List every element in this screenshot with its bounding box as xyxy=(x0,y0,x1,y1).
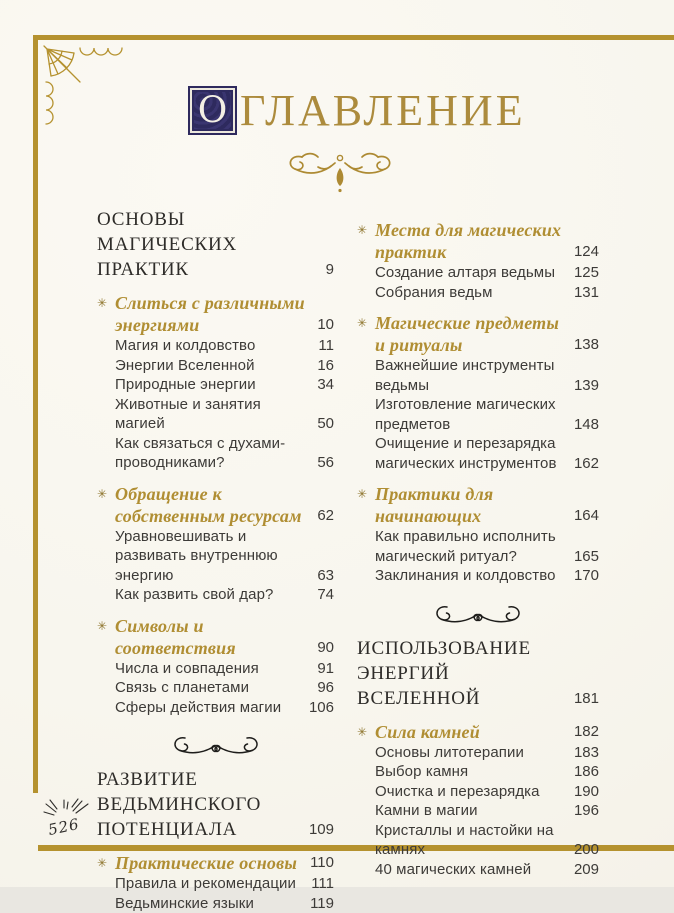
subsection-title: Слиться с различными энергиями xyxy=(115,292,309,336)
folio-block xyxy=(38,798,98,844)
part-heading: ОСНОВЫ МАГИЧЕСКИХ ПРАКТИК xyxy=(97,207,318,282)
entry-title: Как правильно исполнить магический ритуал? xyxy=(375,527,566,566)
page-number: 119 xyxy=(310,894,334,913)
toc-entry xyxy=(97,678,334,698)
page-number: 125 xyxy=(574,263,599,283)
subsection-entries xyxy=(97,527,334,605)
entry-title: Как связаться с духами-проводниками? xyxy=(115,434,309,473)
page-number: 162 xyxy=(574,454,599,474)
entry-title: Камни в магии xyxy=(375,801,566,821)
subsection-entries xyxy=(97,336,334,473)
page-number: 183 xyxy=(574,743,599,763)
page-number: 56 xyxy=(317,453,334,473)
page-number: 181 xyxy=(574,687,599,711)
subsection-heading-row xyxy=(357,483,599,527)
toc-subsection xyxy=(97,852,334,913)
page-number: 200 xyxy=(574,840,599,860)
page-number: 10 xyxy=(317,314,334,336)
toc-entry xyxy=(357,434,599,473)
toc-subsection xyxy=(97,292,334,473)
page-number: 131 xyxy=(574,283,599,303)
page-number: 138 xyxy=(574,334,599,356)
toc-column-left xyxy=(97,207,334,913)
page-number: 62 xyxy=(317,505,334,527)
toc-entry xyxy=(357,801,599,821)
page-number-handwritten: 526 xyxy=(46,815,81,839)
ornate-initial-icon: О xyxy=(188,86,237,135)
toc-entry xyxy=(357,283,599,303)
toc-entry xyxy=(97,527,334,586)
toc-entry xyxy=(357,743,599,763)
gold-flourish-icon xyxy=(285,146,395,199)
frame-top-border xyxy=(33,35,674,40)
subsection-heading-row xyxy=(97,292,334,336)
entry-title: Кристаллы и настойки на камнях xyxy=(375,821,566,860)
page-number: 16 xyxy=(317,356,334,376)
page-number: 111 xyxy=(311,874,334,894)
entry-title: Животные и занятия магией xyxy=(115,395,309,434)
entry-title: Выбор камня xyxy=(375,762,566,782)
page-number: 209 xyxy=(574,860,599,880)
subsection-entries xyxy=(97,874,334,913)
subsection-heading-row xyxy=(97,483,334,527)
page-number: 190 xyxy=(574,782,599,802)
entry-title: Очистка и перезарядка xyxy=(375,782,566,802)
chapter-title-row xyxy=(188,86,526,135)
star-bullet-icon: ✳ xyxy=(97,615,115,637)
page-number: 11 xyxy=(318,336,334,356)
subsection-title: Места для магических практик xyxy=(375,219,566,263)
toc-entry xyxy=(97,375,334,395)
toc-column-right xyxy=(357,209,599,879)
entry-title: Как развить свой дар? xyxy=(115,585,309,605)
page-number: 186 xyxy=(574,762,599,782)
part-heading-row xyxy=(97,207,334,282)
star-bullet-icon: ✳ xyxy=(357,721,375,743)
entry-title: Ведьминские языки xyxy=(115,894,302,913)
subsection-title: Практические основы xyxy=(115,852,302,874)
star-bullet-icon: ✳ xyxy=(357,312,375,334)
page-number: 91 xyxy=(317,659,334,679)
star-bullet-icon: ✳ xyxy=(357,219,375,241)
subsection-heading-row xyxy=(97,615,334,659)
entry-title: Природные энергии xyxy=(115,375,309,395)
subsection-entries xyxy=(357,356,599,473)
entry-title: Изготовление магических предметов xyxy=(375,395,566,434)
entry-title: Связь с планетами xyxy=(115,678,309,698)
star-bullet-icon: ✳ xyxy=(97,483,115,505)
page-number: 110 xyxy=(310,852,334,874)
corner-fan-ornament-icon xyxy=(40,42,132,139)
toc-entry xyxy=(357,566,599,586)
subsection-title: Сила камней xyxy=(375,721,566,743)
entry-title: Создание алтаря ведьмы xyxy=(375,263,566,283)
part-heading-row xyxy=(97,767,334,842)
subsection-entries xyxy=(357,743,599,880)
subsection-entries xyxy=(357,527,599,586)
page-number: 196 xyxy=(574,801,599,821)
toc-subsection xyxy=(357,483,599,586)
subsection-title: Обращение к собственным ресурсам xyxy=(115,483,309,527)
subsection-title: Магические предметы и ритуалы xyxy=(375,312,566,356)
toc-entry xyxy=(357,821,599,860)
toc-entry xyxy=(97,395,334,434)
page-number: 96 xyxy=(317,678,334,698)
entry-title: Важнейшие инструменты ведьмы xyxy=(375,356,566,395)
subsection-heading-row xyxy=(357,312,599,356)
toc-entry xyxy=(357,356,599,395)
flourish-divider-icon xyxy=(357,600,599,628)
toc-entry xyxy=(97,874,334,894)
part-heading: ИСПОЛЬЗОВАНИЕ ЭНЕРГИЙ ВСЕЛЕННОЙ xyxy=(357,636,566,711)
entry-title: Сферы действия магии xyxy=(115,698,301,718)
frame-left-border xyxy=(33,35,38,793)
entry-title: Правила и рекомендации xyxy=(115,874,303,894)
toc-subsection xyxy=(97,615,334,718)
star-bullet-icon: ✳ xyxy=(97,852,115,874)
subsection-title: Практики для начинающих xyxy=(375,483,566,527)
page-number: 90 xyxy=(317,637,334,659)
subsection-heading-row xyxy=(357,721,599,743)
flourish-divider-icon xyxy=(97,731,334,759)
page-number: 63 xyxy=(317,566,334,586)
entry-title: 40 магических камней xyxy=(375,860,566,880)
toc-entry xyxy=(97,659,334,679)
subsection-heading-row xyxy=(357,219,599,263)
toc-entry xyxy=(357,263,599,283)
toc-entry xyxy=(357,860,599,880)
toc-entry xyxy=(97,585,334,605)
page-title: ГЛАВЛЕНИЕ xyxy=(240,89,526,133)
page-number: 165 xyxy=(574,547,599,567)
page-number: 50 xyxy=(317,414,334,434)
entry-title: Основы литотерапии xyxy=(375,743,566,763)
page-number: 106 xyxy=(309,698,334,718)
page-number: 164 xyxy=(574,505,599,527)
page-number: 182 xyxy=(574,721,599,743)
toc-entry xyxy=(97,698,334,718)
toc-entry xyxy=(357,527,599,566)
page-number: 139 xyxy=(574,376,599,396)
toc-entry xyxy=(97,894,334,913)
page-number: 9 xyxy=(326,258,334,282)
toc-entry xyxy=(97,434,334,473)
toc-entry xyxy=(357,395,599,434)
part-heading: РАЗВИТИЕ ВЕДЬМИНСКОГО ПОТЕНЦИАЛА xyxy=(97,767,301,842)
toc-subsection xyxy=(97,483,334,605)
toc-entry xyxy=(97,336,334,356)
toc-subsection xyxy=(357,219,599,302)
page-number: 148 xyxy=(574,415,599,435)
entry-title: Заклинания и колдовство xyxy=(375,566,566,586)
page-number: 109 xyxy=(309,818,334,842)
page-number: 34 xyxy=(317,375,334,395)
toc-entry xyxy=(97,356,334,376)
toc-entry xyxy=(357,762,599,782)
entry-title: Энергии Вселенной xyxy=(115,356,309,376)
entry-title: Числа и совпадения xyxy=(115,659,309,679)
part-heading-row xyxy=(357,636,599,711)
toc-entry xyxy=(357,782,599,802)
subsection-entries xyxy=(97,659,334,718)
star-bullet-icon: ✳ xyxy=(97,292,115,314)
page-number: 170 xyxy=(574,566,599,586)
entry-title: Очищение и перезарядка магических инструментов xyxy=(375,434,566,473)
page-number: 74 xyxy=(317,585,334,605)
subsection-entries xyxy=(357,263,599,302)
entry-title: Собрания ведьм xyxy=(375,283,566,303)
entry-title: Магия и колдовство xyxy=(115,336,310,356)
star-bullet-icon: ✳ xyxy=(357,483,375,505)
toc-subsection xyxy=(357,312,599,473)
page-number: 124 xyxy=(574,241,599,263)
toc-subsection xyxy=(357,721,599,880)
subsection-heading-row xyxy=(97,852,334,874)
entry-title: Уравновешивать и развивать внутреннюю энергию xyxy=(115,527,309,586)
subsection-title: Символы и соответствия xyxy=(115,615,309,659)
